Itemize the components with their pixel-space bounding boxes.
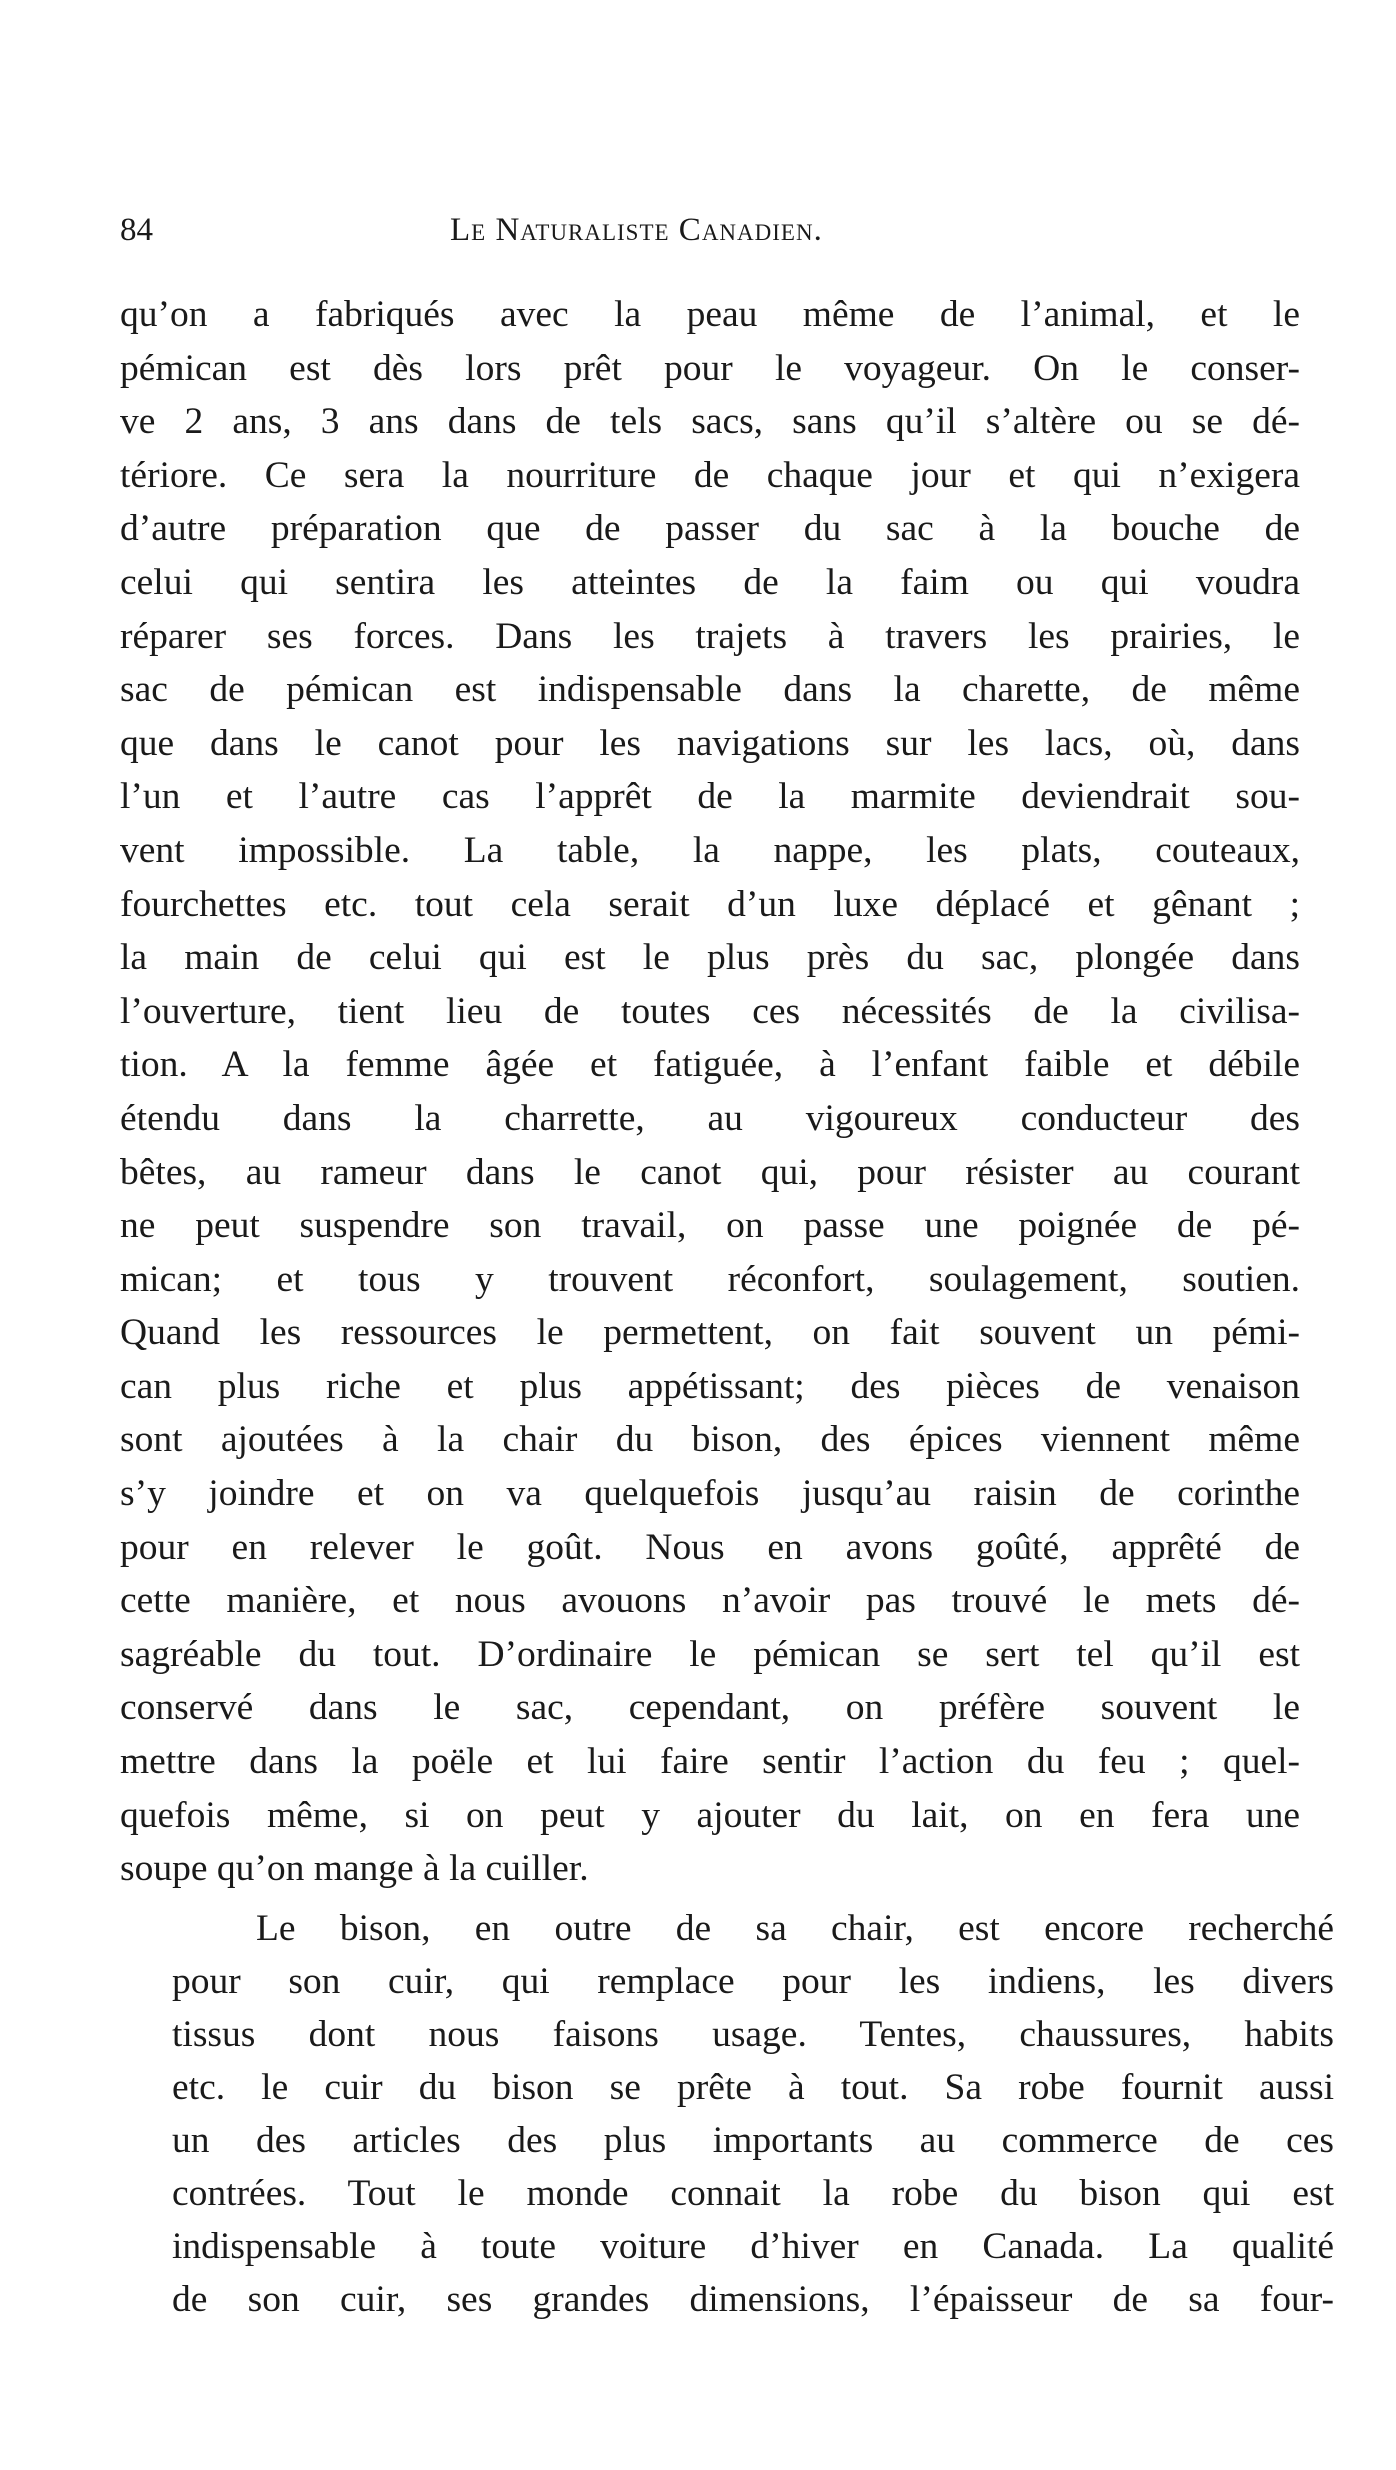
text-line: pémican est dès lors prêt pour le voyageur. On le conser- xyxy=(120,347,1300,389)
text-line: réparer ses forces. Dans les trajets à travers les prairies, le xyxy=(120,615,1300,657)
text-line: qu’on a fabriqués avec la peau même de l’animal, et le xyxy=(120,294,1300,335)
text-line: celui qui sentira les atteintes de la faim ou qui voudra xyxy=(120,561,1300,603)
text-line: etc. le cuir du bison se prête à tout. Sa robe fournit aussi xyxy=(172,2067,1334,2108)
text-line: étendu dans la charrette, au vigoureux conducteur des xyxy=(120,1097,1300,1139)
text-line: que dans le canot pour les navigations sur les lacs, où, dans xyxy=(120,722,1300,764)
text-line: ve 2 ans, 3 ans dans de tels sacs, sans qu’il s’altère ou se dé- xyxy=(120,401,1300,443)
text-line: pour son cuir, qui remplace pour les indiens, les divers xyxy=(172,1961,1334,2002)
page-number: 84 xyxy=(120,212,153,248)
text-line: can plus riche et plus appétissant; des pièces de venaison xyxy=(120,1365,1300,1407)
text-line: l’ouverture, tient lieu de toutes ces nécessités de la civilisa- xyxy=(120,990,1300,1032)
text-line: tion. A la femme âgée et fatiguée, à l’enfant faible et débile xyxy=(120,1044,1300,1086)
text-line: sac de pémican est indispensable dans la charette, de même xyxy=(120,669,1300,711)
text-line: un des articles des plus importants au commerce de ces xyxy=(172,2120,1334,2161)
text-line: de son cuir, ses grandes dimensions, l’épaisseur de sa four- xyxy=(172,2279,1334,2320)
text-line: soupe qu’on mange à la cuiller. xyxy=(120,1848,589,1890)
text-line: la main de celui qui est le plus près du sac, plongée dans xyxy=(120,937,1300,979)
text-line: vent impossible. La table, la nappe, les plats, couteaux, xyxy=(120,829,1300,871)
text-line: indispensable à toute voiture d’hiver en Canada. La qualité xyxy=(172,2226,1334,2267)
text-line: tériore. Ce sera la nourriture de chaque jour et qui n’exigera xyxy=(120,454,1300,496)
text-line: Le bison, en outre de sa chair, est encore recherché xyxy=(256,1908,1334,1949)
paragraph-1 xyxy=(120,288,1300,1896)
text-line: tissus dont nous faisons usage. Tentes, chaussures, habits xyxy=(172,2014,1334,2055)
text-line: ne peut suspendre son travail, on passe une poignée de pé- xyxy=(120,1205,1300,1247)
text-line: Quand les ressources le permettent, on fait souvent un pémi- xyxy=(120,1312,1300,1354)
text-line: contrées. Tout le monde connait la robe du bison qui est xyxy=(172,2173,1334,2214)
text-line: conservé dans le sac, cependant, on préfère souvent le xyxy=(120,1687,1300,1729)
text-line: sont ajoutées à la chair du bison, des épices viennent même xyxy=(120,1419,1300,1461)
text-line: fourchettes etc. tout cela serait d’un luxe déplacé et gênant ; xyxy=(120,883,1300,925)
text-line: bêtes, au rameur dans le canot qui, pour résister au courant xyxy=(120,1151,1300,1193)
text-line: mican; et tous y trouvent réconfort, soulagement, soutien. xyxy=(120,1258,1300,1300)
text-line: d’autre préparation que de passer du sac à la bouche de xyxy=(120,508,1300,550)
paragraph-2 xyxy=(172,1902,1334,2326)
text-line: s’y joindre et on va quelquefois jusqu’au raisin de corinthe xyxy=(120,1473,1300,1515)
page-header xyxy=(120,210,1300,250)
text-line: mettre dans la poële et lui faire sentir l’action du feu ; quel- xyxy=(120,1741,1300,1783)
text-line: cette manière, et nous avouons n’avoir pas trouvé le mets dé- xyxy=(120,1580,1300,1622)
text-line: l’un et l’autre cas l’apprêt de la marmite deviendrait sou- xyxy=(120,776,1300,818)
running-title: Le Naturaliste Canadien. xyxy=(450,212,823,248)
text-line: sagréable du tout. D’ordinaire le pémican se sert tel qu’il est xyxy=(120,1633,1300,1675)
text-line: quefois même, si on peut y ajouter du lait, on en fera une xyxy=(120,1794,1300,1836)
text-line: pour en relever le goût. Nous en avons goûté, apprêté de xyxy=(120,1526,1300,1568)
